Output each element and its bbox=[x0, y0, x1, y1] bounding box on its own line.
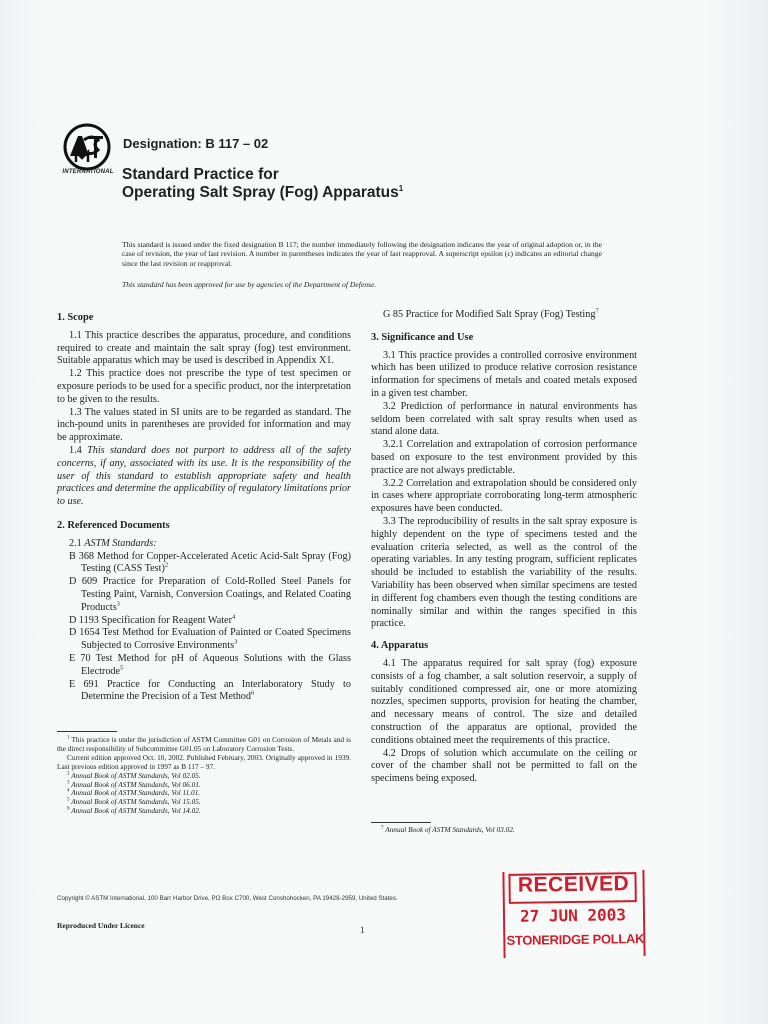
footnote-text: Annual Book of ASTM Standards, Vol 03.02. bbox=[383, 825, 515, 834]
footnote-text: Annual Book of ASTM Standards, Vol 11.01. bbox=[69, 788, 201, 798]
reference-text: E 691 Practice for Conducting an Interlaboratory Study to Determine the Precision of a Test Method bbox=[69, 678, 351, 703]
footnote-number: 5 bbox=[67, 797, 70, 803]
left-footnotes bbox=[57, 736, 351, 816]
reference-footnote-ref: 3 bbox=[234, 638, 238, 646]
para-2-1-number: 2.1 bbox=[69, 537, 85, 549]
para-1-2: 1.2 This practice does not prescribe the type of test specimen or exposure periods to be used for a specific product, nor the interpretation to be given to the results. bbox=[57, 368, 351, 405]
reference-text: D 1654 Test Method for Evaluation of Painted or Coated Specimens Subjected to Corrosive Environments bbox=[69, 627, 351, 652]
footnote-number: 7 bbox=[381, 825, 384, 831]
reference-item bbox=[69, 615, 351, 628]
title-line-2-text: Operating Salt Spray (Fog) Apparatus bbox=[122, 184, 399, 201]
footnote-text: This practice is under the jurisdiction of ASTM Committee G01 on Corrosion of Metals and is the direct responsibility of Subcommittee G01.05 on Laboratory Corrosion Tests. bbox=[57, 735, 351, 753]
para-3-3: 3.3 The reproducibility of results in the salt spray exposure is highly dependent on the type of specimens tested and the evaluation criteria selected, as well as the control of the operating variables. In any testing program, sufficient replicates should be included to establish the variability of the results. Variability has been observed when similar specimens are tested in different fog chambers even though the testing conditions are nominally similar and within the ranges specified in this practice. bbox=[371, 515, 637, 630]
para-1-4 bbox=[57, 445, 351, 509]
footnote-1 bbox=[57, 736, 351, 754]
section-1-heading: 1. Scope bbox=[57, 312, 94, 323]
reference-footnote-ref: 2 bbox=[164, 561, 169, 569]
footnote-text: Annual Book of ASTM Standards, Vol 15.05. bbox=[69, 797, 201, 807]
reference-footnote-ref: 7 bbox=[595, 307, 599, 315]
right-footnotes bbox=[371, 826, 637, 835]
issuance-note: This standard is issued under the fixed designation B 117; the number immediately following the designation indicates the year of original adoption or, in the case of revision, the year of last revision. A number in parentheses indicates the year of last reapproval. A superscript epsilon (ε) indicates an editorial change since the last revision or reapproval. bbox=[122, 240, 602, 268]
reference-item-g85 bbox=[371, 309, 637, 322]
para-2-1 bbox=[57, 538, 351, 551]
section-3-heading: 3. Significance and Use bbox=[371, 331, 474, 343]
dod-approval-note: This standard has been approved for use by agencies of the Department of Defense. bbox=[122, 280, 377, 289]
footnote-number: 3 bbox=[67, 780, 70, 786]
left-column bbox=[57, 312, 351, 704]
footnote-text: Annual Book of ASTM Standards, Vol 02.05. bbox=[69, 770, 201, 780]
footnote-number: 6 bbox=[67, 806, 70, 812]
reference-text: E 70 Test Method for pH of Aqueous Solutions with the Glass Electrode bbox=[69, 652, 351, 677]
copyright-notice: Copyright © ASTM International, 100 Barr Harbor Drive, PO Box C700, West Conshohocken, PA 19428-2959, United States. bbox=[57, 895, 398, 902]
title-line-1: Standard Practice for bbox=[122, 166, 279, 183]
para-3-2-2: 3.2.2 Correlation and extrapolation should be considered only in cases where appropriate corroborating long-term atmospheric exposures have been conducted. bbox=[371, 477, 637, 515]
stamp-received-text: RECEIVED bbox=[517, 872, 630, 897]
stamp-organization: STONERIDGE POLLAK bbox=[506, 931, 645, 948]
para-1-4-number: 1.4 bbox=[69, 444, 88, 456]
reference-item bbox=[69, 679, 351, 705]
reference-item bbox=[69, 576, 351, 614]
para-3-1: 3.1 This practice provides a controlled corrosive environment which has been utilized to produce relative corrosion resistance information for specimens of metals and coated metals exposed in a given test chamber. bbox=[371, 349, 637, 399]
footnote-number: 2 bbox=[67, 771, 70, 777]
title-line-2 bbox=[122, 184, 403, 202]
reference-footnote-ref: 6 bbox=[250, 689, 255, 697]
para-3-2: 3.2 Prediction of performance in natural environments has seldom been correlated with salt spray results when used as stand alone data. bbox=[371, 400, 637, 438]
right-column bbox=[371, 309, 637, 786]
footnote-divider-right bbox=[371, 822, 431, 823]
logo-text: INTERNATIONAL bbox=[62, 169, 114, 175]
title-footnote-ref: 1 bbox=[398, 183, 404, 193]
received-stamp bbox=[502, 870, 643, 960]
reference-footnote-ref: 5 bbox=[120, 664, 124, 672]
reference-text: D 1193 Specification for Reagent Water bbox=[69, 614, 232, 626]
para-4-2: 4.2 Drops of solution which accumulate on the ceiling or cover of the chamber shall not be permitted to fall on the specimens being exposed. bbox=[371, 747, 637, 785]
footnote-divider bbox=[57, 731, 117, 732]
reproduced-under-licence: Reproduced Under Licence bbox=[57, 921, 145, 930]
designation: Designation: B 117 – 02 bbox=[123, 136, 269, 151]
reference-item bbox=[69, 627, 351, 653]
para-4-1: 4.1 The apparatus required for salt spray (fog) exposure consists of a fog chamber, a salt solution reservoir, a supply of suitably conditioned compressed air, one or more atomizing nozzles, specimen supports, provision for heating the chamber, and necessary means of control. The size and detailed construction of the apparatus are optional, provided the conditions obtained meet the requirements of this practice. bbox=[371, 657, 637, 746]
footnote-text: Annual Book of ASTM Standards, Vol 06.01. bbox=[69, 779, 201, 789]
page-number: 1 bbox=[360, 925, 365, 935]
para-1-1: 1.1 This practice describes the apparatus, procedure, and conditions required to create and maintain the salt spray (fog) test environment. Suitable apparatus which may be used is described in Appendix X1. bbox=[57, 329, 351, 367]
footnote-item bbox=[57, 807, 351, 816]
footnote-item bbox=[371, 826, 637, 835]
reference-text: D 609 Practice for Preparation of Cold-Rolled Steel Panels for Testing Paint, Varnish, Conversion Coatings, and Related Coating Products bbox=[69, 576, 351, 613]
reference-footnote-ref: 4 bbox=[231, 613, 236, 621]
footnote-text: Annual Book of ASTM Standards, Vol 14.02. bbox=[69, 806, 201, 816]
para-2-1-text: ASTM Standards: bbox=[84, 537, 157, 549]
reference-text: B 368 Method for Copper-Accelerated Acetic Acid-Salt Spray (Fog) Testing (CASS Test) bbox=[69, 550, 351, 575]
section-2-heading: 2. Referenced Documents bbox=[57, 519, 170, 531]
footnote-number: 4 bbox=[67, 789, 70, 795]
reference-item bbox=[69, 551, 351, 577]
footnote-1-current-edition: Current edition approved Oct. 10, 2002. Published February, 2003. Originally approved in 1939. Last previous edition approved in 1997 as B 117 – 97. bbox=[57, 752, 351, 771]
footnote-number: 1 bbox=[67, 735, 70, 741]
stamp-date: 27 JUN 2003 bbox=[519, 905, 627, 926]
document-title bbox=[122, 166, 403, 202]
reference-list bbox=[57, 551, 351, 705]
reference-item bbox=[69, 653, 351, 679]
para-3-2-1: 3.2.1 Correlation and extrapolation of corrosion performance based on exposure to the test environment provided by this practice are not always predictable. bbox=[371, 439, 637, 476]
para-1-4-text: This standard does not purport to address all of the safety concerns, if any, associated with its use. It is the responsibility of the user of this standard to establish appropriate safety and health practices and determine the applicability of regulatory limitations prior to use. bbox=[57, 444, 351, 508]
reference-footnote-ref: 3 bbox=[116, 600, 120, 608]
reference-text: G 85 Practice for Modified Salt Spray (Fog) Testing bbox=[383, 309, 596, 320]
section-4-heading: 4. Apparatus bbox=[371, 640, 429, 652]
para-1-3: 1.3 The values stated in SI units are to be regarded as standard. The inch-pound units in parentheses are provided for information and may be approximate. bbox=[57, 406, 351, 444]
